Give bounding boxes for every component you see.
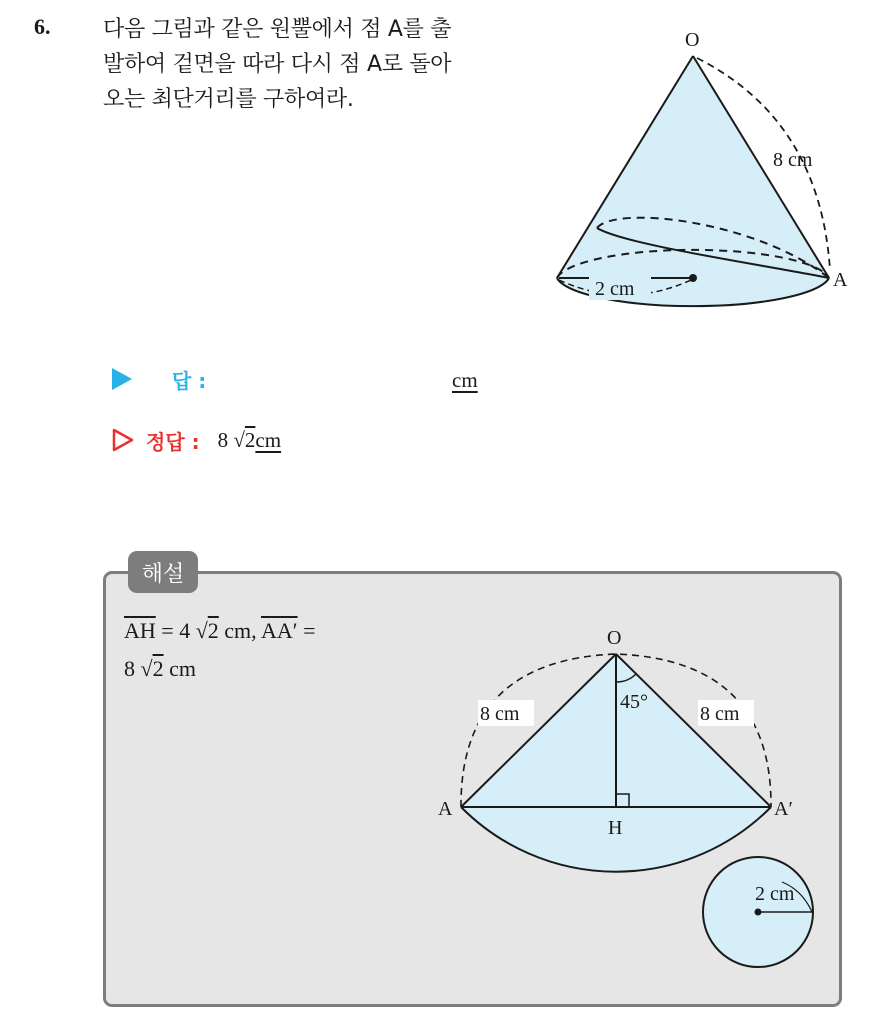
net-figure [430,620,830,980]
correct-label: 정답 : [146,429,200,454]
angle-label: 45° [620,691,648,713]
sqrt-sign: √ [140,656,153,681]
segment-aa-prime: AA′ [260,618,298,643]
question-line: 다음 그림과 같은 원뿔에서 점 A를 출 [103,17,452,42]
slant-label: 8 cm [773,149,813,171]
apex-label: O [685,29,700,51]
radicand: 2 [152,656,164,681]
base-radius-label: 2 cm [755,883,795,905]
apex-label: O [607,627,622,649]
answer-row [112,364,206,394]
question-text [103,12,538,117]
left-point-label: A [438,798,453,820]
correct-unit: cm [255,427,282,452]
segment-ah: $\overline{AH}$ [124,618,156,643]
point-a-label: A [833,269,848,291]
radius-label: 2 cm [595,278,635,300]
question-line: 오는 최단거리를 구하여라. [103,87,354,112]
unit: cm, [224,618,257,643]
question-line: 발하여 겉면을 따라 다시 점 A로 돌아 [103,52,452,77]
cone-figure [545,20,848,320]
correct-radicand: 2 [244,427,256,452]
sqrt-sign: √ [195,618,208,643]
sqrt-sign: √ [233,427,245,452]
solution-line-1 [124,612,424,650]
answer-label: 답 : [172,368,207,393]
base-center-dot [755,909,762,916]
right-side-label: 8 cm [700,703,740,725]
answer-arrow-icon [112,368,132,390]
answer-unit: cm [452,368,478,392]
radicand: 2 [207,618,219,643]
solution-tab: 해설 [128,551,198,593]
solution-text [124,612,424,688]
cone-body [557,56,829,306]
coef: 8 [124,656,135,681]
question-number: 6. [34,14,51,39]
eq-part: = [297,618,316,643]
correct-coef: 8 [217,427,229,452]
correct-arrow-icon [112,428,134,452]
left-side-label: 8 cm [480,703,520,725]
correct-answer-row [112,425,281,455]
solution-line-2 [124,650,424,688]
eq-part: = 4 [155,618,191,643]
unit: cm [169,656,196,681]
right-point-label: A′ [774,798,793,820]
correct-value [218,428,281,453]
foot-label: H [608,817,623,839]
